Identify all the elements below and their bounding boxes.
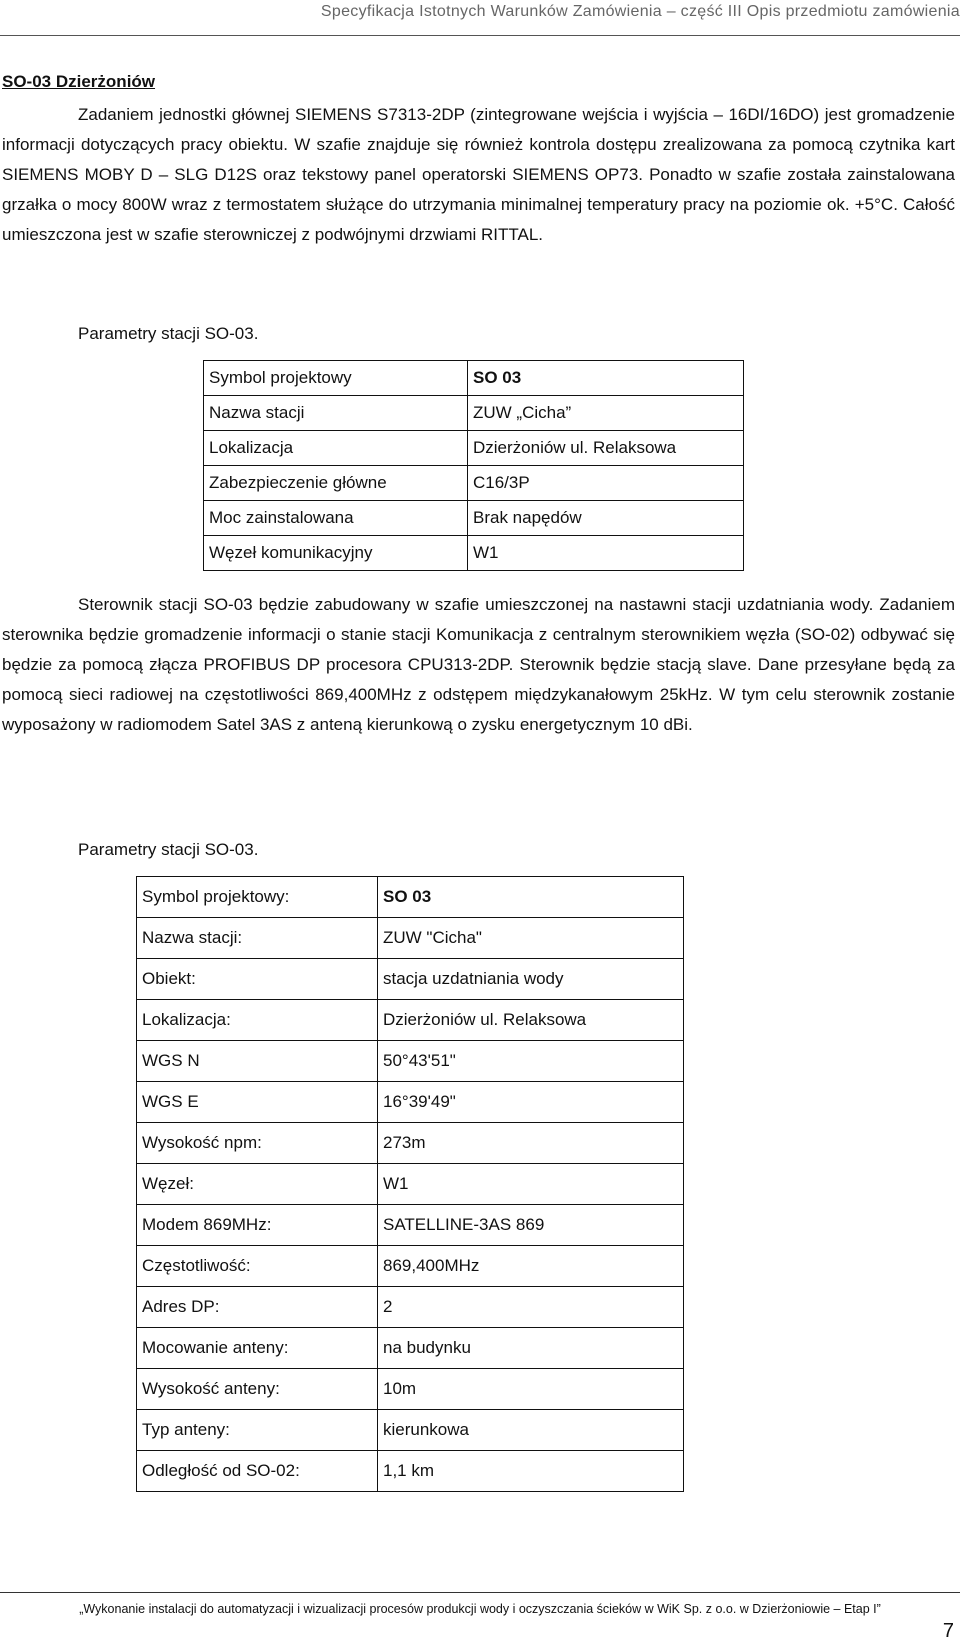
param-label: Symbol projektowy — [204, 361, 468, 396]
param-label: Symbol projektowy: — [137, 877, 378, 918]
station-details-table — [136, 876, 684, 1492]
table-row — [137, 1164, 684, 1205]
param-label: Zabezpieczenie główne — [204, 466, 468, 501]
param-label: Nazwa stacji — [204, 396, 468, 431]
section-title: SO-03 Dzierżoniów — [2, 72, 156, 91]
param-value: SO 03 — [378, 877, 684, 918]
table2-caption: Parametry stacji SO-03. — [78, 840, 259, 859]
param-label: Odległość od SO-02: — [137, 1451, 378, 1492]
table-row — [137, 1123, 684, 1164]
table-row — [137, 1205, 684, 1246]
table1-caption: Parametry stacji SO-03. — [78, 324, 259, 343]
table-row — [204, 396, 744, 431]
param-label: Wysokość npm: — [137, 1123, 378, 1164]
param-label: Nazwa stacji: — [137, 918, 378, 959]
param-value: C16/3P — [468, 466, 744, 501]
header-divider — [0, 35, 960, 36]
param-value: ZUW "Cicha" — [378, 918, 684, 959]
param-label: Częstotliwość: — [137, 1246, 378, 1287]
param-label: Lokalizacja — [204, 431, 468, 466]
table-row — [137, 959, 684, 1000]
running-header: Specyfikacja Istotnych Warunków Zamówienia – część III Opis przedmiotu zamówienia — [320, 3, 960, 20]
table-row — [204, 431, 744, 466]
param-value: 273m — [378, 1123, 684, 1164]
table-row — [137, 1410, 684, 1451]
table-row — [137, 1287, 684, 1328]
param-label: Adres DP: — [137, 1287, 378, 1328]
footer-divider — [0, 1592, 960, 1593]
table-row — [137, 1328, 684, 1369]
controller-paragraph: Sterownik stacji SO-03 będzie zabudowany w szafie umieszczonej na nastawni stacji uzdatniania wody. Zadaniem sterownika będzie gromadzenie informacji o stanie stacji Komunikacja z centralnym sterownikiem węzła (SO-02) odbywać się będzie za pomocą złącza PROFIBUS DP procesora CPU313-2DP. Sterownik będzie stacją slave. Dane przesyłane będą za pomocą sieci radiowej na częstotliwości 869,400MHz z odstępem międzykanałowym 25kHz. W tym celu sterownik zostanie wyposażony w radiomodem Satel 3AS z anteną kierunkową o zysku energetycznym 10 dBi. — [2, 595, 955, 734]
table-row — [137, 918, 684, 959]
param-label: Węzeł komunikacyjny — [204, 536, 468, 571]
param-value: na budynku — [378, 1328, 684, 1369]
param-value: W1 — [468, 536, 744, 571]
table-row — [137, 877, 684, 918]
param-value: W1 — [378, 1164, 684, 1205]
param-value: SO 03 — [468, 361, 744, 396]
table-row — [137, 1246, 684, 1287]
table-row — [137, 1451, 684, 1492]
param-value: Brak napędów — [468, 501, 744, 536]
param-label: WGS N — [137, 1041, 378, 1082]
param-label: Modem 869MHz: — [137, 1205, 378, 1246]
table-row — [137, 1000, 684, 1041]
page-number: 7 — [942, 1620, 954, 1642]
param-label: Lokalizacja: — [137, 1000, 378, 1041]
intro-paragraph: Zadaniem jednostki głównej SIEMENS S7313-2DP (zintegrowane wejścia i wyjścia – 16DI/16DO) jest gromadzenie informacji dotyczących pracy obiektu. W szafie znajduje się również kontrola dostępu zrealizowana za pomocą czytnika kart SIEMENS MOBY D – SLG D12S oraz tekstowy panel operatorski SIEMENS OP73. Ponadto w szafie została zainstalowana grzałka o mocy 800W wraz z termostatem służące do utrzymania minimalnej temperatury pracy na poziomie ok. +5°C. Całość umieszczona jest w szafie sterowniczej z podwójnymi drzwiami RITTAL. — [2, 105, 955, 244]
param-label: Moc zainstalowana — [204, 501, 468, 536]
param-label: Typ anteny: — [137, 1410, 378, 1451]
table-row — [137, 1369, 684, 1410]
param-label: Obiekt: — [137, 959, 378, 1000]
running-footer: „Wykonanie instalacji do automatyzacji i wizualizacji procesów produkcji wody i oczyszczania ścieków w WiK Sp. z o.o. w Dzierżoniowie – Etap I” — [79, 1602, 881, 1616]
param-value: 10m — [378, 1369, 684, 1410]
param-value: Dzierżoniów ul. Relaksowa — [468, 431, 744, 466]
param-value: 1,1 km — [378, 1451, 684, 1492]
param-label: Węzeł: — [137, 1164, 378, 1205]
table-row — [137, 1082, 684, 1123]
param-value: 16°39'49" — [378, 1082, 684, 1123]
table-row — [137, 1041, 684, 1082]
param-value: ZUW „Cicha” — [468, 396, 744, 431]
table-row — [204, 501, 744, 536]
param-value: kierunkowa — [378, 1410, 684, 1451]
param-label: WGS E — [137, 1082, 378, 1123]
param-value: stacja uzdatniania wody — [378, 959, 684, 1000]
station-parameters-table — [203, 360, 744, 571]
param-value: 50°43'51" — [378, 1041, 684, 1082]
param-value: SATELLINE-3AS 869 — [378, 1205, 684, 1246]
param-value: Dzierżoniów ul. Relaksowa — [378, 1000, 684, 1041]
param-value: 2 — [378, 1287, 684, 1328]
param-label: Mocowanie anteny: — [137, 1328, 378, 1369]
param-label: Wysokość anteny: — [137, 1369, 378, 1410]
table-row — [204, 466, 744, 501]
table-row — [204, 536, 744, 571]
table-row — [204, 361, 744, 396]
param-value: 869,400MHz — [378, 1246, 684, 1287]
